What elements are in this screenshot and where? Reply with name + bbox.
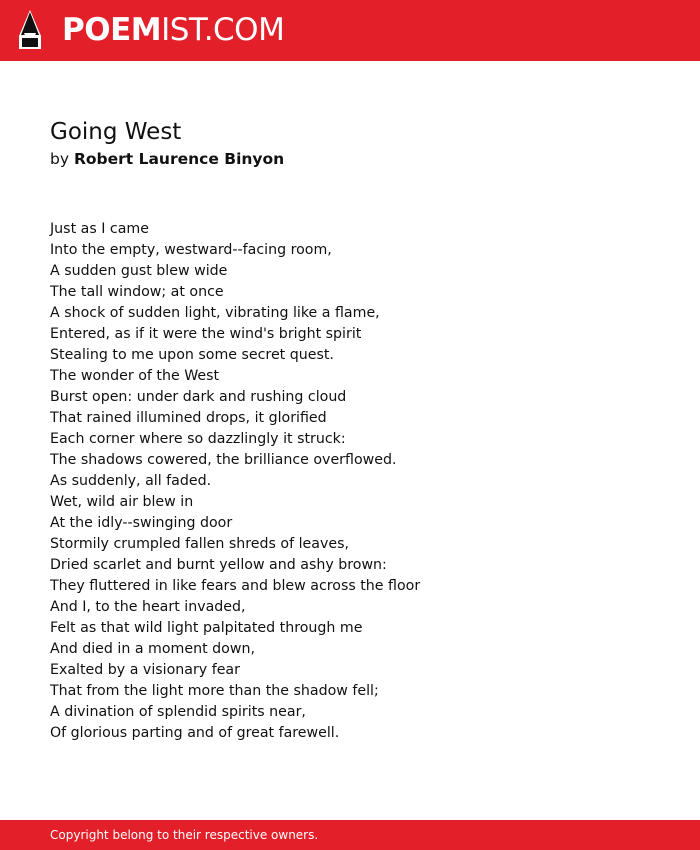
poem-line: The shadows cowered, the brilliance overflowed.: [50, 452, 397, 468]
logo-text-bold: POEM: [62, 12, 162, 48]
poem-line: As suddenly, all faded.: [50, 473, 212, 489]
poem-line: They fluttered in like fears and blew across the floor: [50, 578, 421, 594]
poem-line: The wonder of the West: [50, 368, 220, 384]
poem-line: The tall window; at once: [50, 284, 224, 300]
poem-line: Dried scarlet and burnt yellow and ashy brown:: [50, 557, 387, 573]
poem-line: A shock of sudden light, vibrating like a flame,: [50, 305, 380, 321]
poem-line: That rained illumined drops, it glorified: [50, 410, 327, 426]
poem-body: [50, 219, 420, 744]
poem-line: And died in a moment down,: [50, 641, 255, 657]
site-header: [0, 0, 700, 61]
poem-line: A divination of splendid spirits near,: [50, 704, 306, 720]
site-footer: [0, 820, 700, 850]
site-logo[interactable]: [62, 11, 284, 49]
poem-line: Stormily crumpled fallen shreds of leaves,: [50, 536, 349, 552]
poem-line: Each corner where so dazzlingly it struck:: [50, 431, 346, 447]
poem-line: Stealing to me upon some secret quest.: [50, 347, 334, 363]
by-label: by: [50, 150, 70, 168]
pencil-tip-icon: [18, 9, 42, 51]
poem-line: Entered, as if it were the wind's bright spirit: [50, 326, 362, 342]
byline: [50, 149, 284, 169]
poem-line: Of glorious parting and of great farewell.: [50, 725, 340, 741]
poem-line: Burst open: under dark and rushing cloud: [50, 389, 347, 405]
poem-title: Going West: [50, 119, 182, 145]
poem-author: Robert Laurence Binyon: [73, 150, 285, 168]
logo-text-light: IST.COM: [161, 12, 285, 48]
poem-line: Just as I came: [50, 221, 149, 237]
poem-line: Into the empty, westward--facing room,: [50, 242, 332, 258]
poem-line: Exalted by a visionary fear: [50, 662, 240, 678]
poem-line: A sudden gust blew wide: [50, 263, 228, 279]
poem-line: That from the light more than the shadow fell;: [50, 683, 379, 699]
poem-line: And I, to the heart invaded,: [50, 599, 246, 615]
poem-line: At the idly--swinging door: [50, 515, 233, 531]
poem-line: Felt as that wild light palpitated through me: [50, 620, 363, 636]
poem-line: Wet, wild air blew in: [50, 494, 194, 510]
copyright-text: Copyright belong to their respective owners.: [50, 828, 319, 842]
